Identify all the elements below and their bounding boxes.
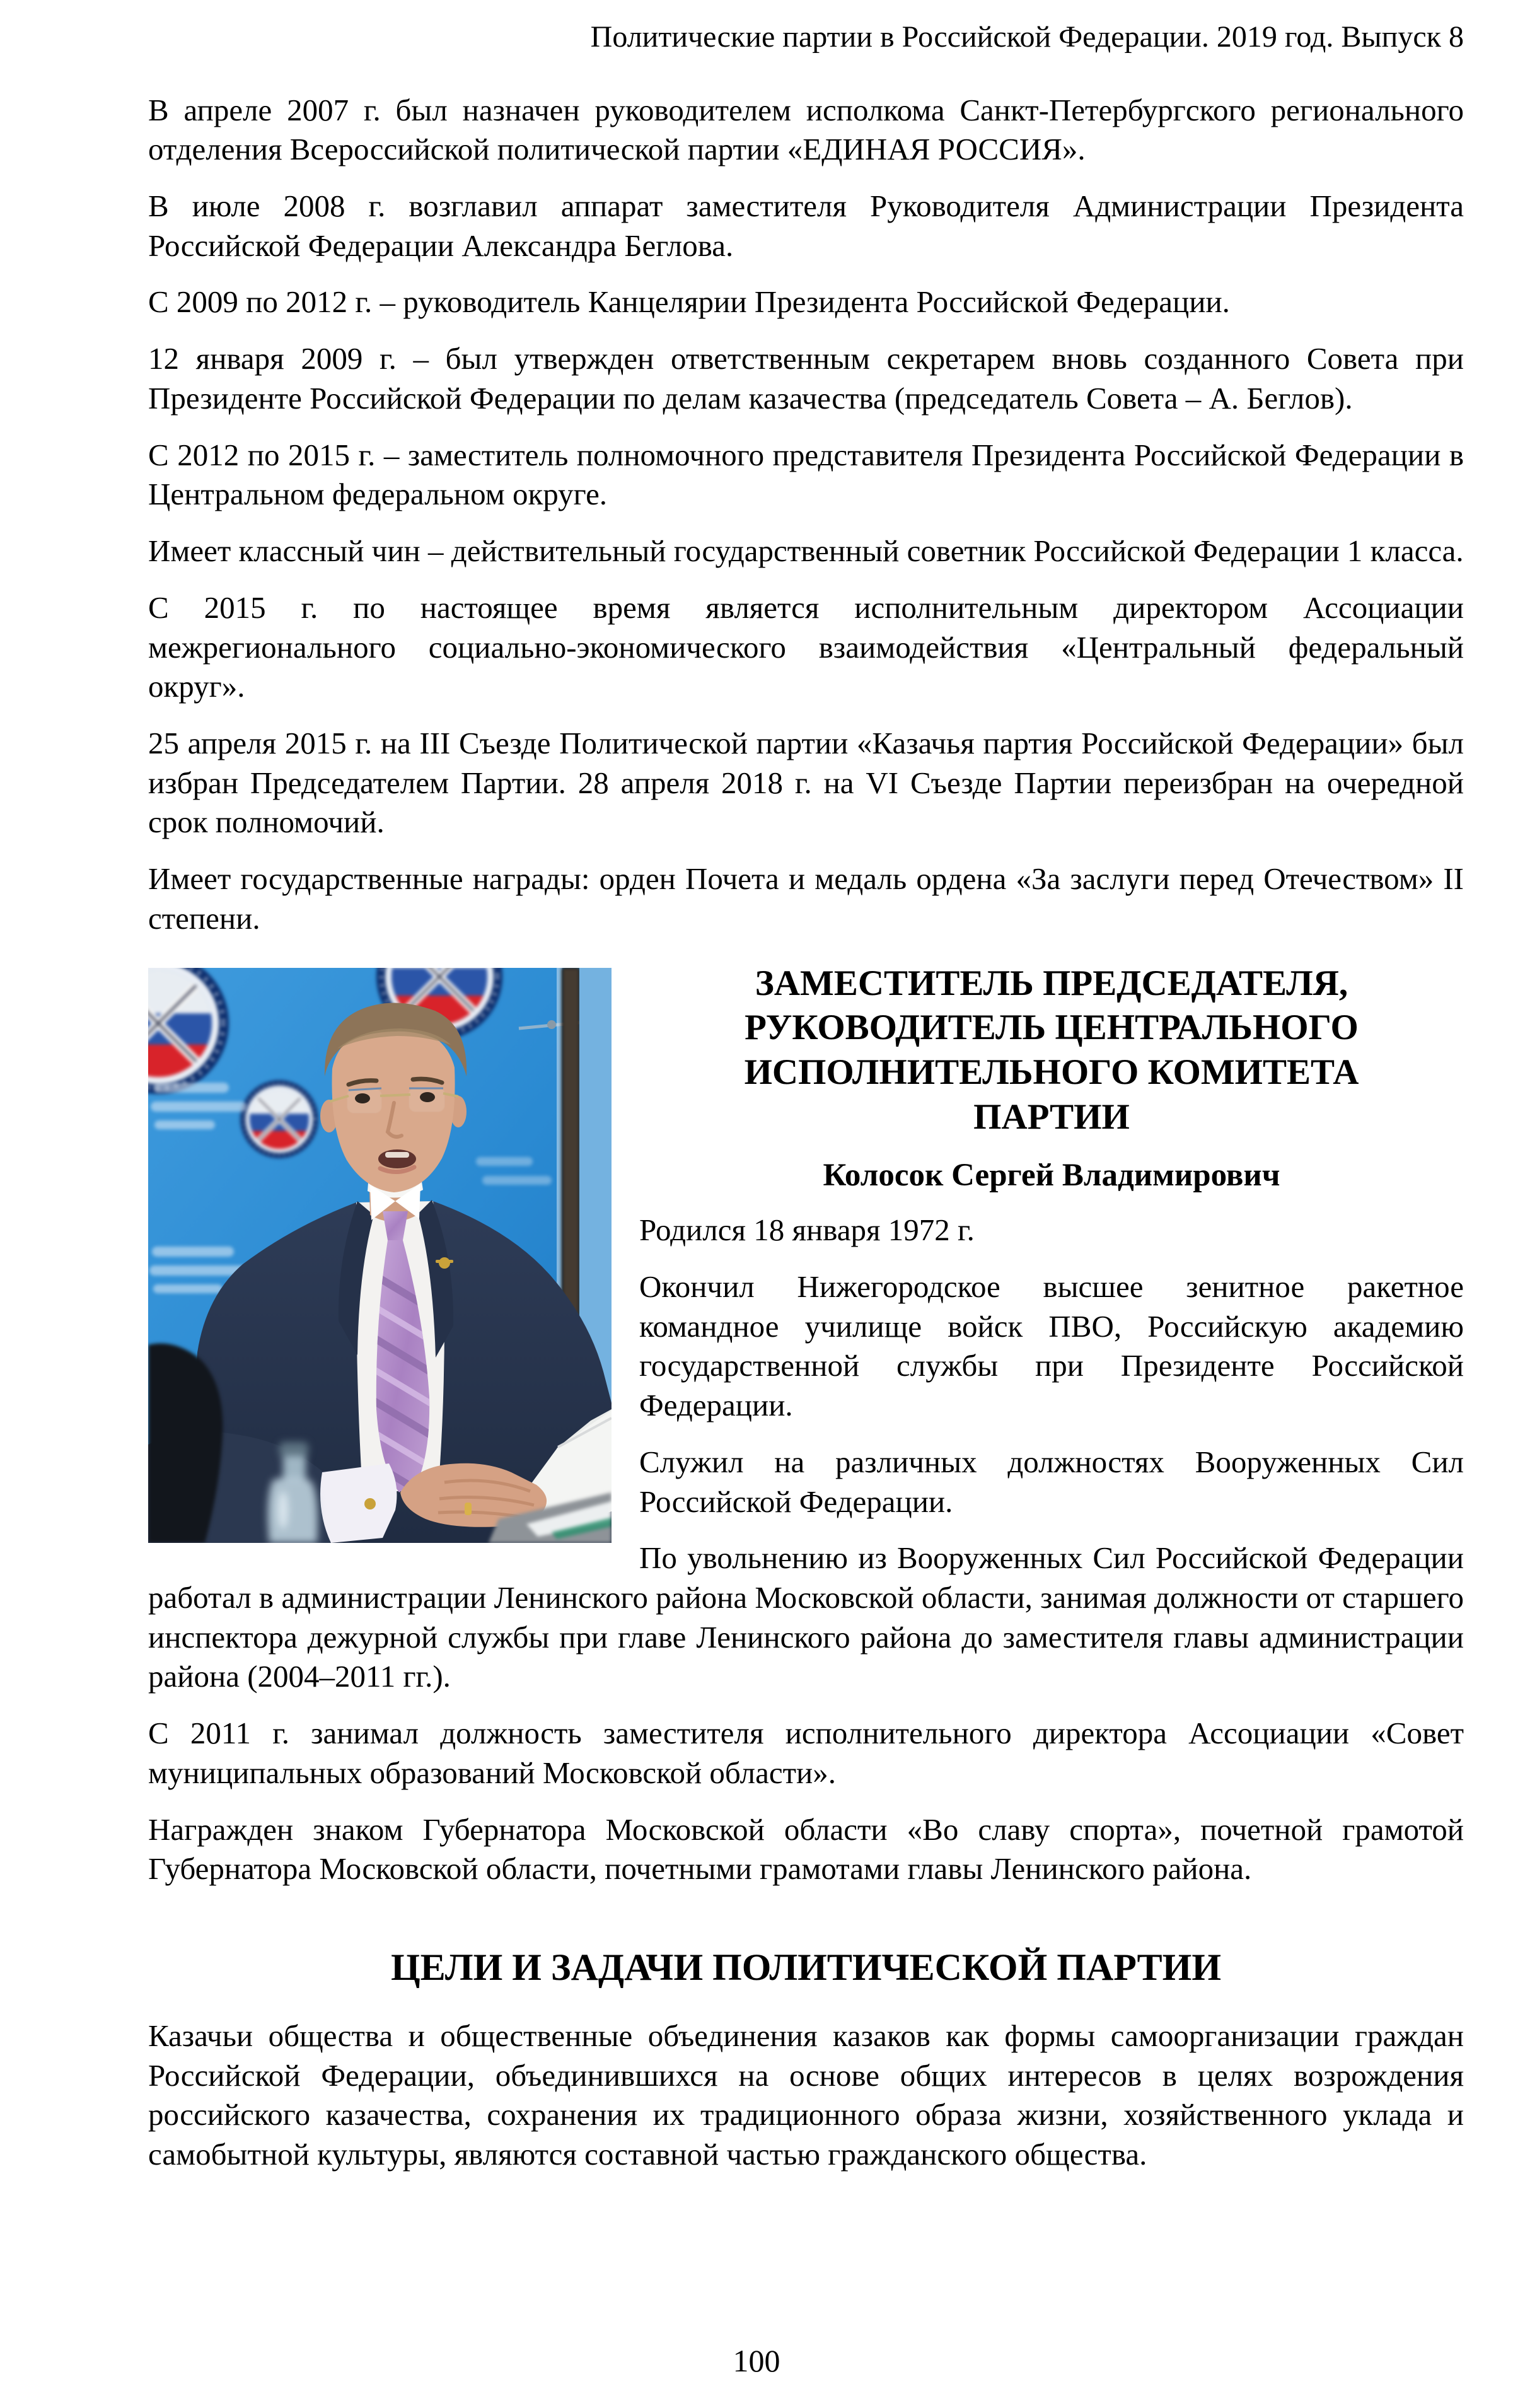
portrait-photo-illustration: [148, 968, 612, 1543]
post-profile-paragraph: Награжден знаком Губернатора Московской области «Во славу спорта», почетной грамотой Губернатора Московской области, почетными грамотами главы Ленинского района.: [148, 1812, 1464, 1887]
page-content: [148, 0, 1464, 2175]
bio-paragraph: С 2012 по 2015 г. – заместитель полномочного представителя Президента Российской Федерации в Центральном федеральном округе.: [148, 437, 1464, 512]
goals-paragraph: Казачьи общества и общественные объединения казаков как формы самоорганизации граждан Российской Федерации, объединившихся на основе общих интересов в целях возрождения российского казачества, сохранения их традиционного образа жизни, хозяйственного уклада и самобытной культуры, являются составной частью гражданского общества.: [148, 2018, 1464, 2172]
profile-paragraph: Служил на различных должностях Вооруженных Сил Российской Федерации.: [639, 1444, 1464, 1519]
page-number: 100: [733, 2343, 780, 2378]
post-profile-section: [148, 1714, 1464, 1889]
profile-title-line: ЗАМЕСТИТЕЛЬ ПРЕДСЕДАТЕЛЯ,: [755, 963, 1348, 1003]
bio-paragraph: С 2009 по 2012 г. – руководитель Канцелярии Президента Российской Федерации.: [148, 284, 1230, 320]
bio-paragraph: В апреле 2007 г. был назначен руководителем исполкома Санкт-Петербургского регионального отделения Всероссийской политической партии «ЕДИНАЯ РОССИЯ».: [148, 92, 1464, 167]
profile-paragraph: По увольнению из Вооруженных Сил Российской Федерации работал в администрации Ленинского района Московской области, занимая должности от старшего инспектора дежурной службы при главе Ленинского района до заместителя главы администрации района (2004–2011 гг.).: [148, 1540, 1464, 1694]
profile-title-line: ИСПОЛНИТЕЛЬНОГО КОМИТЕТА: [744, 1052, 1359, 1092]
profile-name: Колосок Сергей Владимирович: [823, 1158, 1280, 1194]
bio-paragraph: Имеет классный чин – действительный государственный советник Российской Федерации 1 класса.: [148, 533, 1464, 569]
biography-section: [148, 91, 1464, 939]
portrait-photo: [148, 968, 612, 1543]
profile-title-line: РУКОВОДИТЕЛЬ ЦЕНТРАЛЬНОГО: [745, 1008, 1359, 1048]
post-profile-paragraph: С 2011 г. занимал должность заместителя исполнительного директора Ассоциации «Совет муниципальных образований Московской области».: [148, 1716, 1464, 1790]
profile-title-line: ПАРТИИ: [973, 1096, 1130, 1137]
goals-section: [148, 1945, 1464, 2175]
bio-paragraph: С 2015 г. по настоящее время является исполнительным директором Ассоциации межрегионального социально-экономического взаимодействия «Центральный федеральный округ».: [148, 590, 1464, 704]
profile-section: [148, 962, 1464, 1697]
bio-paragraph: 12 января 2009 г. – был утвержден ответственным секретарем вновь созданного Совета при Президенте Российской Федерации по делам казачества (председатель Совета – А. Беглов).: [148, 341, 1464, 416]
running-header: Политические партии в Российской Федерации. 2019 год. Выпуск 8: [590, 20, 1464, 54]
bio-paragraph: Имеет государственные награды: орден Почета и медаль ордена «За заслуги перед Отечеством» II степени.: [148, 861, 1464, 936]
bio-paragraph: В июле 2008 г. возглавил аппарат заместителя Руководителя Администрации Президента Российской Федерации Александра Беглова.: [148, 189, 1464, 263]
profile-paragraph: Родился 18 января 1972 г.: [639, 1213, 975, 1248]
bio-paragraph: 25 апреля 2015 г. на III Съезде Политической партии «Казачья партия Российской Федерации» был избран Председателем Партии. 28 апреля 2018 г. на VI Съезде Партии переизбран на очередной срок полномочий.: [148, 725, 1464, 840]
profile-paragraph: Окончил Нижегородское высшее зенитное ракетное командное училище войск ПВО, Российскую академию государственной службы при Президенте Российской Федерации.: [639, 1269, 1464, 1423]
goals-heading: ЦЕЛИ И ЗАДАЧИ ПОЛИТИЧЕСКОЙ ПАРТИИ: [390, 1946, 1222, 1988]
